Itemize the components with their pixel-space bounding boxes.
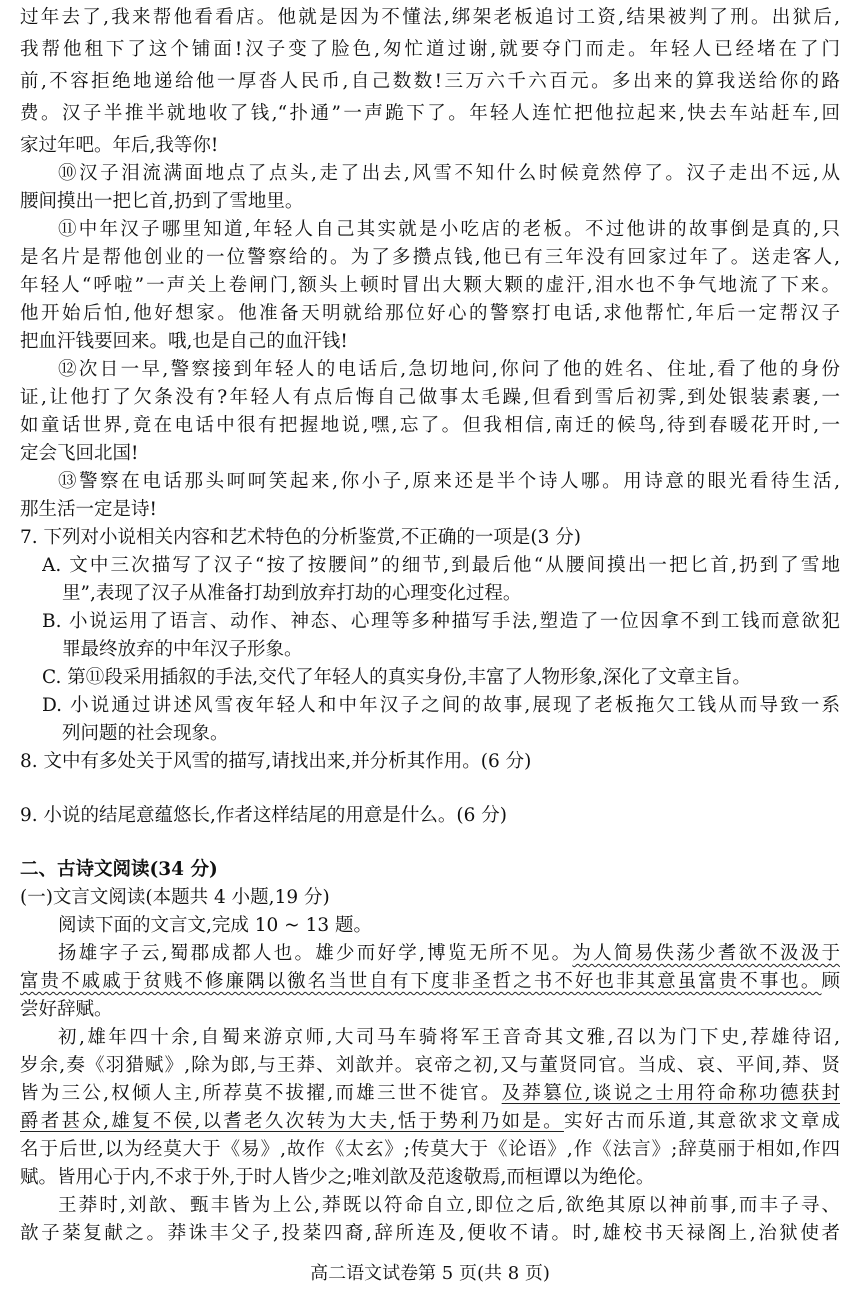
- question-7: 7. 下列对小说相关内容和艺术特色的分析鉴赏,不正确的一项是(3 分): [20, 527, 582, 548]
- paragraph-10: ⑩汉子泪流满面地点了点头,走了出去,风雪不知什么时候竟然停了。汉子走出不远,从: [58, 163, 840, 184]
- option-d-cont: 列问题的社会现象。: [62, 723, 229, 744]
- text-line: 如童话世界,竟在电话中很有把握地说,嘿,忘了。但我相信,南迁的候鸟,待到春暖花开时,一: [20, 415, 840, 436]
- text-line: 费。汉子半推半就地收了钱,“扑通”一声跪下了。年轻人连忙把他拉起来,快去车站赶车,回: [20, 103, 840, 124]
- text-run: 皆为三公,权倾人主,所荐莫不拔擢,而雄三世不徙官。: [20, 1083, 502, 1104]
- text-line: 家过年吧。年后,我等你!: [20, 135, 219, 156]
- question-9: 9. 小说的结尾意蕴悠长,作者这样结尾的用意是什么。(6 分): [20, 805, 508, 826]
- classical-text-line: [20, 1108, 840, 1136]
- text-line: 前,不容拒绝地递给他一厚沓人民币,自己数数!三万六千六百元。多出来的算我送给你的路: [20, 71, 840, 92]
- underlined-text: 爵者甚众,雄复不侯,以耆老久次转为大夫,恬于势利乃如是。: [20, 1111, 564, 1132]
- subsection-heading: (一)文言文阅读(本题共 4 小题,19 分): [20, 887, 330, 908]
- classical-text-line: [58, 940, 840, 968]
- section-heading: 二、古诗文阅读(34 分): [20, 859, 218, 880]
- option-b-cont: 罪最终放弃的中年汉子形象。: [62, 639, 303, 660]
- text-line: 那生活一定是诗!: [20, 499, 157, 520]
- text-line: 证,让他打了欠条没有?年轻人有点后悔自己做事太毛躁,但看到雪后初霁,到处银装素裹,一: [20, 387, 840, 408]
- text-line: 把血汗钱要回来。哦,也是自己的血汗钱!: [20, 331, 348, 352]
- text-line: 年轻人“呼啦”一声关上卷闸门,额头上顿时冒出大颗大颗的虚汗,泪水也不争气地流了下来。: [20, 275, 840, 296]
- text-line: 我帮他租下了这个铺面!汉子变了脸色,匆忙道过谢,就要夺门而走。年轻人已经堵在了门: [20, 39, 840, 60]
- paragraph-12: ⑫次日一早,警察接到年轻人的电话后,急切地问,你问了他的姓名、住址,看了他的身份: [58, 359, 840, 380]
- instruction: 阅读下面的文言文,完成 10 ~ 13 题。: [58, 915, 372, 936]
- classical-text-line: [20, 1080, 840, 1108]
- text-line: 定会飞回北国!: [20, 443, 139, 464]
- option-b: B. 小说运用了语言、动作、神态、心理等多种描写手法,塑造了一位因拿不到工钱而意欲犯: [42, 611, 840, 632]
- classical-text-line: 王莽时,刘歆、甄丰皆为上公,莽既以符命自立,即位之后,欲绝其原以神前事,而丰子寻、: [58, 1195, 840, 1216]
- classical-text-line: 初,雄年四十余,自蜀来游京师,大司马车骑将军王音奇其文雅,召以为门下史,荐雄待诏,: [58, 1027, 840, 1048]
- option-d: D. 小说通过讲述风雪夜年轻人和中年汉子之间的故事,展现了老板拖欠工钱从而导致一系: [42, 695, 840, 716]
- paragraph-11: ⑪中年汉子哪里知道,年轻人自己其实就是小吃店的老板。不过他讲的故事倒是真的,只: [58, 219, 840, 240]
- underlined-text: 及莽篡位,谈说之士用符命称功德获封: [501, 1083, 840, 1104]
- classical-text-line: 尝好辞赋。: [20, 999, 113, 1020]
- wavy-underlined-text: 富贵不戚戚于贫贱不修廉隅以徼名当世自有下度非圣哲之书不好也非其意虽富贵不事也。: [20, 971, 822, 992]
- question-8: 8. 文中有多处关于风雪的描写,请找出来,并分析其作用。(6 分): [20, 751, 532, 772]
- page-footer: 高二语文试卷第 5 页(共 8 页): [310, 1263, 550, 1284]
- paragraph-13: ⑬警察在电话那头呵呵笑起来,你小子,原来还是半个诗人哪。用诗意的眼光看待生活,: [58, 471, 840, 492]
- text-line: 是名片是帮他创业的一位警察给的。为了多攒点钱,他已有三年没有回家过年了。送走客人,: [20, 247, 840, 268]
- classical-text-line: 名于后世,以为经莫大于《易》,故作《太玄》;传莫大于《论语》,作《法言》;辞莫丽于相如,作四: [20, 1139, 840, 1160]
- text-run: 实好古而乐道,其意欲求文章成: [563, 1111, 840, 1132]
- option-a: A. 文中三次描写了汉子“按了按腰间”的细节,到最后他“从腰间摸出一把匕首,扔到了雪地: [42, 555, 840, 576]
- option-a-cont: 里”,表现了汉子从准备打劫到放弃打劫的心理变化过程。: [62, 583, 522, 604]
- classical-text-line: 赋。皆用心于内,不求于外,于时人皆少之;唯刘歆及范逡敬焉,而桓谭以为绝伦。: [20, 1167, 655, 1188]
- text-run: 顾: [821, 971, 840, 992]
- classical-text-line: 岁余,奏《羽猎赋》,除为郎,与王莽、刘歆并。哀帝之初,又与董贤同官。当成、哀、平间,莽、贤: [20, 1055, 840, 1076]
- text-line: 他开始后怕,他好想家。他准备天明就给那位好心的警察打电话,求他帮忙,年后一定帮汉子: [20, 303, 840, 324]
- text-line: 腰间摸出一把匕首,扔到了雪地里。: [20, 191, 304, 212]
- option-c: C. 第⑪段采用插叙的手法,交代了年轻人的真实身份,丰富了人物形象,深化了文章主旨。: [42, 667, 751, 688]
- text-line: 过年去了,我来帮他看看店。他就是因为不懂法,绑架老板追讨工资,结果被判了刑。出狱后,: [20, 7, 840, 28]
- wavy-underlined-text: 为人简易佚荡少耆欲不汲汲于: [572, 943, 840, 964]
- classical-text-line: [20, 968, 840, 996]
- classical-text-line: 歆子棻复献之。莽诛丰父子,投棻四裔,辞所连及,便收不请。时,雄校书天禄阁上,治狱使者: [20, 1223, 840, 1244]
- text-run: 扬雄字子云,蜀郡成都人也。雄少而好学,博览无所不见。: [58, 943, 573, 964]
